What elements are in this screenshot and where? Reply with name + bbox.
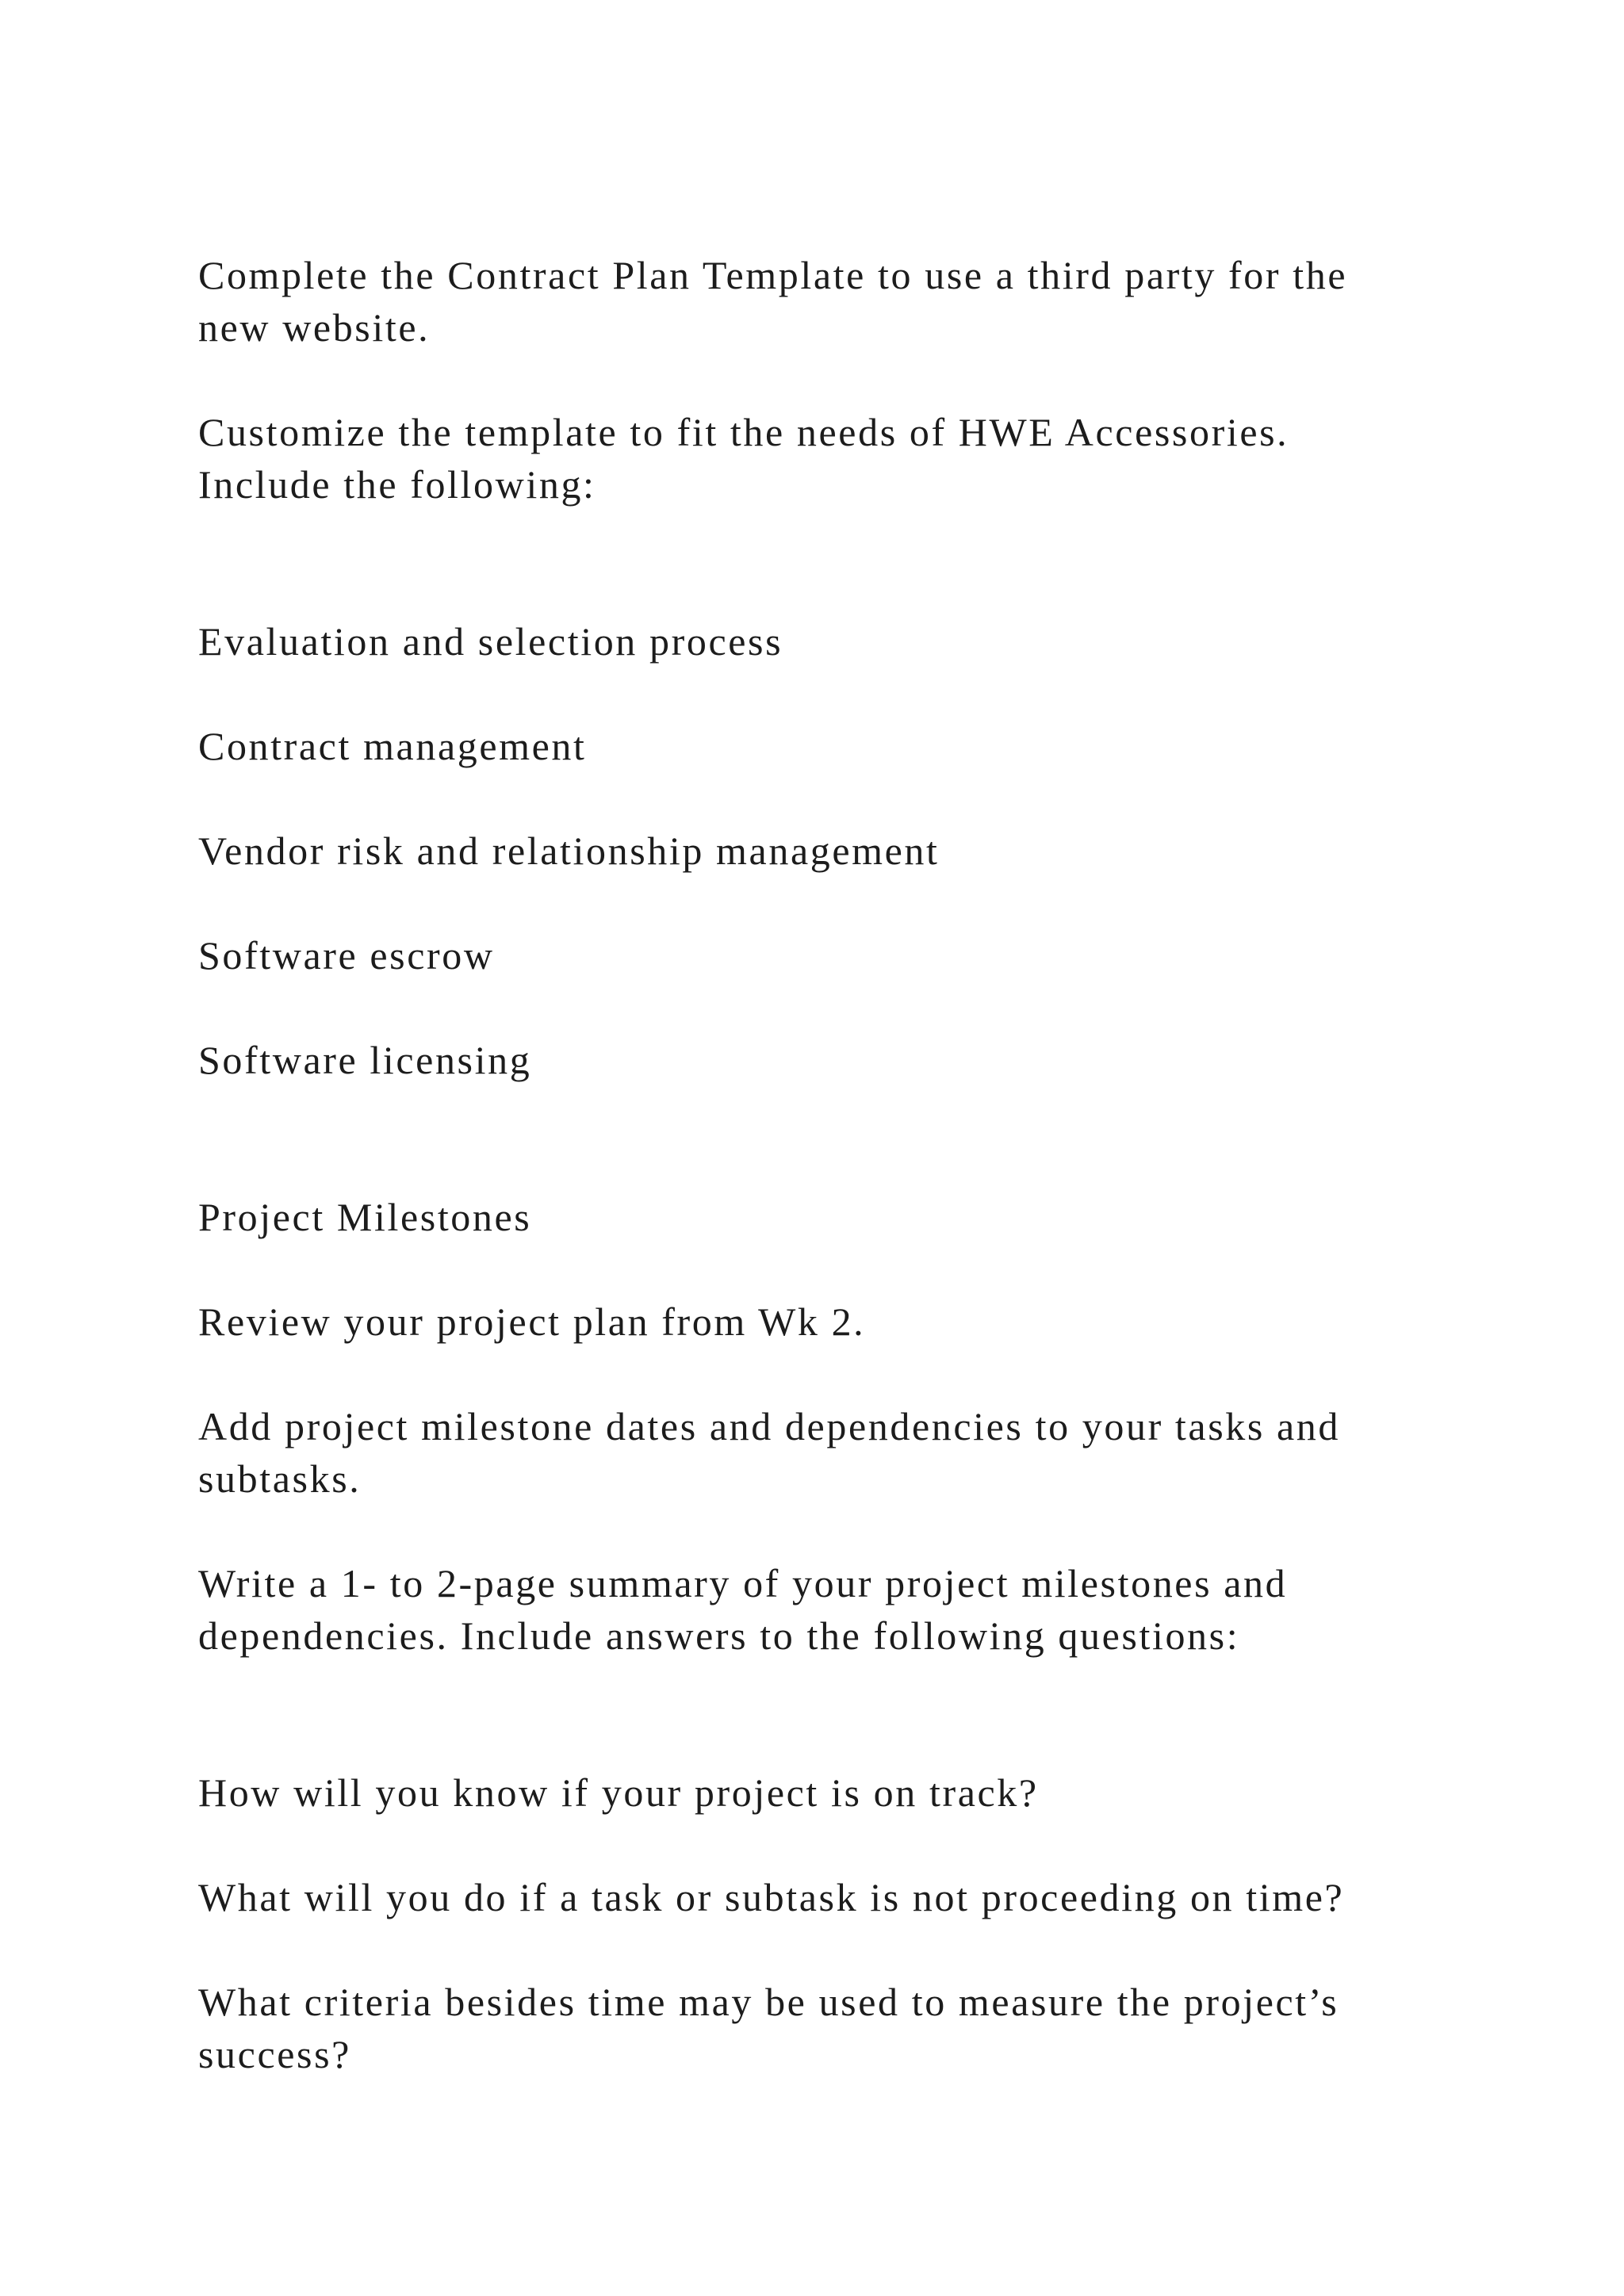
- list-item-software-escrow: Software escrow: [198, 933, 495, 978]
- instruction-add-milestones-line-1: Add project milestone dates and dependencies to your tasks and: [198, 1404, 1341, 1448]
- instruction-contract-plan-line-2: new website.: [198, 305, 431, 350]
- instruction-customize-line-2: Include the following:: [198, 462, 596, 507]
- instruction-write-summary-line-2: dependencies. Include answers to the following questions:: [198, 1613, 1240, 1658]
- instruction-write-summary-line-1: Write a 1- to 2-page summary of your project milestones and: [198, 1561, 1288, 1605]
- list-item-software-licensing: Software licensing: [198, 1038, 532, 1082]
- instruction-customize-line-1: Customize the template to fit the needs of HWE Accessories.: [198, 410, 1289, 454]
- instruction-review-plan: Review your project plan from Wk 2.: [198, 1299, 866, 1344]
- section-heading-project-milestones: Project Milestones: [198, 1195, 532, 1239]
- instruction-add-milestones-line-2: subtasks.: [198, 1456, 362, 1501]
- list-item-vendor-risk: Vendor risk and relationship management: [198, 828, 940, 873]
- list-item-contract-management: Contract management: [198, 724, 587, 768]
- question-criteria-line-2: success?: [198, 2032, 351, 2076]
- list-item-evaluation: Evaluation and selection process: [198, 619, 783, 664]
- question-criteria-line-1: What criteria besides time may be used to measure the project’s: [198, 1980, 1339, 2024]
- question-on-track: How will you know if your project is on track?: [198, 1770, 1039, 1815]
- question-not-on-time: What will you do if a task or subtask is not proceeding on time?: [198, 1875, 1345, 1919]
- instruction-contract-plan-line-1: Complete the Contract Plan Template to use a third party for the: [198, 253, 1348, 297]
